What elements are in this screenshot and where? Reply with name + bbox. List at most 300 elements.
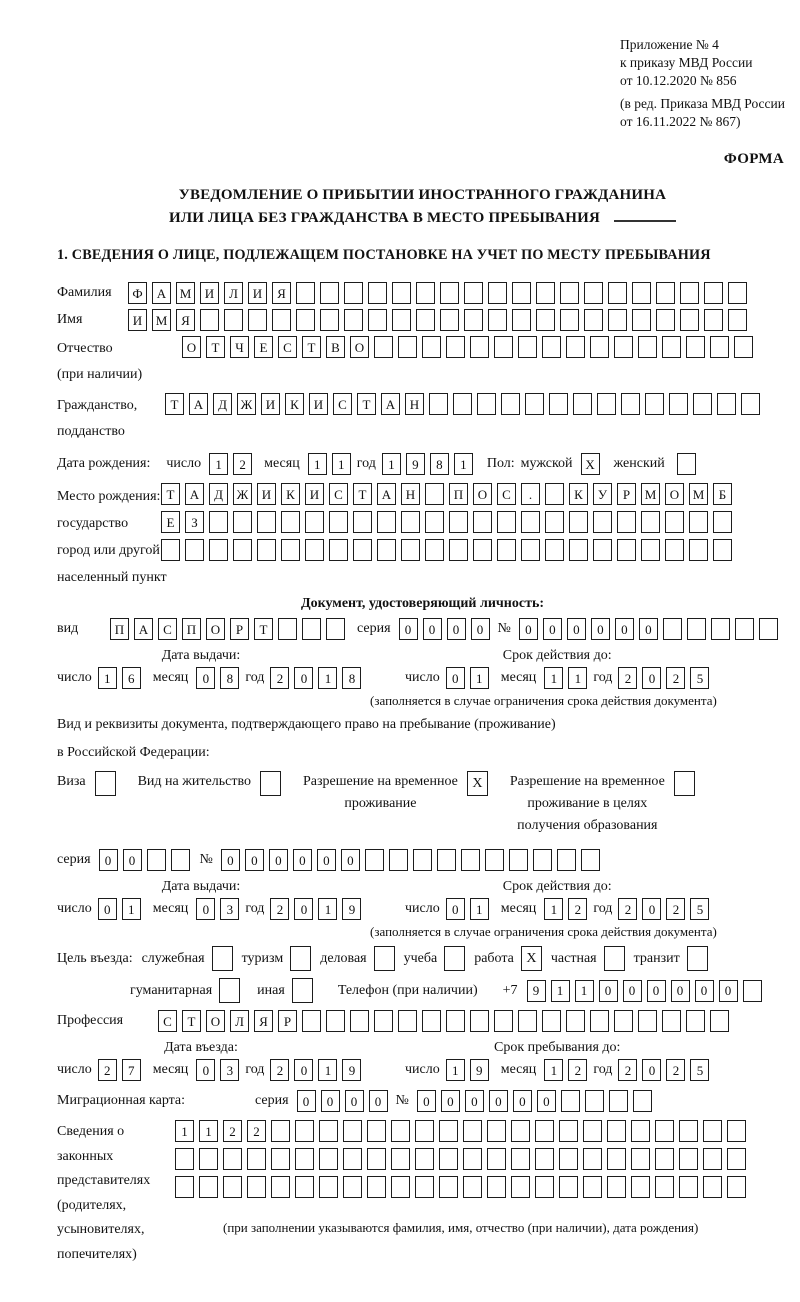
char-cell [350,1010,369,1032]
gender-male-checkbox [581,453,600,475]
purpose-row-1 [57,946,788,971]
char-cell: 2 [270,1059,289,1081]
char-cell: 2 [270,898,289,920]
char-cell: 3 [220,1059,239,1081]
char-cell: С [278,336,297,358]
birth-year-label: год [356,456,376,471]
char-cell: 0 [196,1059,215,1081]
identity-expiry-heading: Срок действия до: [502,648,612,663]
char-cell: 9 [342,898,361,920]
purpose-other-checkbox [292,978,313,1003]
char-cell [272,309,291,331]
identity-doc-heading: Документ, удостоверяющий личность: [300,596,545,611]
char-cell [470,1010,489,1032]
migration-card-row [57,1090,788,1112]
char-cell [344,282,363,304]
char-cell [741,393,760,415]
identity-doc-dates [57,648,788,689]
char-cell [614,336,633,358]
residence-permit-label: Вид на жительство [137,774,251,789]
char-cell: Л [224,282,243,304]
identity-expiry-note: (заполняется в случае ограничения срока действия документа) [370,693,717,708]
purpose-study-label: учеба [403,950,438,966]
purpose-tourism-checkbox [290,946,311,971]
char-cell [734,336,753,358]
purpose-option-private [551,946,625,971]
char-cell [248,309,267,331]
char-cell: Б [713,483,732,505]
char-cell [727,1120,746,1142]
char-cell [295,1148,314,1170]
char-cell [609,1090,628,1112]
char-cell: 0 [642,898,661,920]
char-cell [415,1120,434,1142]
patronymic-label-1: Отчество [57,341,113,356]
char-cell [607,1176,626,1198]
temp-permit-label-2: проживание [344,796,417,811]
char-cell [680,309,699,331]
char-cell: 1 [544,898,563,920]
char-cell [271,1120,290,1142]
char-cell [485,849,504,871]
char-cell [422,1010,441,1032]
char-cell [525,393,544,415]
char-cell [374,1010,393,1032]
residence-expiry-day-cells [446,898,489,920]
issue-month-cells [196,667,239,689]
residence-expiry-month-cells [544,898,587,920]
title-blank-line [614,206,676,222]
char-cell: 0 [591,618,610,640]
char-cell: Е [161,511,180,533]
char-cell [464,309,483,331]
purpose-business-label: служебная [141,950,205,966]
char-cell [704,309,723,331]
char-cell [413,849,432,871]
header-line-3: от 10.12.2020 № 856 [620,73,737,88]
char-cell: 0 [513,1090,532,1112]
char-cell: Я [176,309,195,331]
residence-expiry-month-label: месяц [500,901,537,916]
profession-cells [158,1010,729,1032]
char-cell [669,393,688,415]
residence-issue-row [57,898,405,920]
char-cell [473,539,492,561]
char-cell [655,1120,674,1142]
char-cell: . [521,483,540,505]
char-cell [593,539,612,561]
char-cell: Т [206,336,225,358]
char-cell: О [473,483,492,505]
char-cell [477,393,496,415]
char-cell: К [285,393,304,415]
char-cell: 0 [196,898,215,920]
char-cell [368,282,387,304]
char-cell [713,539,732,561]
char-cell [175,1148,194,1170]
char-cell [392,282,411,304]
birth-year-cells [382,453,473,475]
purpose-humanitarian-checkbox [219,978,240,1003]
char-cell: 0 [369,1090,388,1112]
residence-series-cells [99,849,190,871]
char-cell [560,282,579,304]
char-cell: О [350,336,369,358]
purpose-private-label: частная [550,950,597,966]
migration-number-label: № [395,1093,409,1108]
char-cell [233,539,252,561]
phone-prefix: +7 [502,982,518,998]
char-cell: 7 [122,1059,141,1081]
char-cell [329,539,348,561]
char-cell [581,849,600,871]
char-cell [389,849,408,871]
purpose-commercial-label: деловая [320,950,367,966]
birth-month-cells [308,453,351,475]
char-cell [374,946,395,971]
char-cell [440,309,459,331]
char-cell [302,1010,321,1032]
char-cell: Т [353,483,372,505]
birth-place-row-2 [161,511,732,533]
char-cell [488,309,507,331]
char-cell [487,1176,506,1198]
char-cell [687,946,708,971]
char-cell: 1 [470,667,489,689]
char-cell: 0 [269,849,288,871]
expiry-month-label: месяц [500,670,537,685]
char-cell: Т [165,393,184,415]
char-cell: П [110,618,129,640]
char-cell [607,1120,626,1142]
char-cell [449,539,468,561]
char-cell: 0 [293,849,312,871]
char-cell [199,1148,218,1170]
char-cell: Т [182,1010,201,1032]
char-cell [223,1148,242,1170]
char-cell: 0 [543,618,562,640]
purpose-business-checkbox [212,946,233,971]
char-cell: М [641,483,660,505]
char-cell [656,309,675,331]
identity-expiry-col [405,648,709,689]
birth-place-row-1 [161,483,732,505]
char-cell: 1 [551,980,570,1002]
char-cell: 1 [318,1059,337,1081]
char-cell: 0 [417,1090,436,1112]
char-cell [501,393,520,415]
representatives-label [57,1120,175,1267]
char-cell [542,1010,561,1032]
purpose-option-humanitarian [130,978,240,1003]
page-title [57,184,788,229]
representatives-label-5: усыновителях, [57,1222,145,1237]
temp-permit-option [303,771,488,815]
char-cell [509,849,528,871]
residence-doc-series-row [57,849,788,871]
phone-cells [527,980,762,1002]
char-cell: О [665,483,684,505]
issue-year-label: год [245,670,265,685]
char-cell: С [158,1010,177,1032]
purpose-private-checkbox [604,946,625,971]
residence-expiry-year-cells [618,898,709,920]
char-cell [632,282,651,304]
char-cell: 1 [575,980,594,1002]
char-cell [257,511,276,533]
representatives-label-3: представителях [57,1173,151,1188]
char-cell [597,393,616,415]
temp-permit-label [303,771,458,815]
char-cell [391,1148,410,1170]
char-cell [392,309,411,331]
char-cell: А [134,618,153,640]
char-cell [710,336,729,358]
char-cell [296,282,315,304]
char-cell [687,618,706,640]
char-cell [704,282,723,304]
char-cell [494,336,513,358]
representatives-row-2 [175,1148,746,1170]
birth-day-label: число [166,456,202,471]
char-cell [566,336,585,358]
char-cell [343,1120,362,1142]
char-cell [444,946,465,971]
char-cell [566,1010,585,1032]
char-cell [463,1176,482,1198]
char-cell [368,309,387,331]
char-cell: 0 [294,1059,313,1081]
name-cells [128,309,747,331]
edu-permit-label [510,771,665,837]
char-cell [175,1176,194,1198]
char-cell [604,946,625,971]
char-cell [281,511,300,533]
residence-issue-month-label: месяц [152,901,189,916]
char-cell: 0 [321,1090,340,1112]
char-cell [584,309,603,331]
char-cell: П [182,618,201,640]
char-cell [614,1010,633,1032]
stay-year-label: год [593,1062,613,1077]
entry-day-cells [98,1059,141,1081]
visa-checkbox [95,771,116,796]
char-cell: 0 [519,618,538,640]
char-cell [521,539,540,561]
char-cell [632,309,651,331]
char-cell [161,539,180,561]
char-cell: X [581,453,600,475]
char-cell [374,336,393,358]
doc-number-cells [519,618,778,640]
char-cell: З [185,511,204,533]
char-cell [463,1120,482,1142]
char-cell [621,393,640,415]
birth-day-cells [209,453,252,475]
char-cell: 0 [695,980,714,1002]
char-cell: 1 [318,667,337,689]
char-cell: 2 [247,1120,266,1142]
char-cell: О [182,336,201,358]
char-cell [557,849,576,871]
expiry-year-cells [618,667,709,689]
identity-issue-row [57,667,405,689]
citizenship-row [57,393,788,445]
char-cell: Ж [237,393,256,415]
char-cell [590,1010,609,1032]
char-cell [219,978,240,1003]
char-cell: 2 [618,898,637,920]
stay-day-label: число [405,1062,440,1077]
residence-doc-intro-2: в Российской Федерации: [57,745,210,760]
char-cell: 2 [666,898,685,920]
char-cell: И [248,282,267,304]
purpose-humanitarian-label: гуманитарная [130,982,213,998]
char-cell: Р [230,618,249,640]
entry-date-row [57,1059,405,1081]
char-cell: Ф [128,282,147,304]
char-cell [260,771,281,796]
temp-permit-label-1: Разрешение на временное [302,774,458,789]
char-cell [535,1148,554,1170]
char-cell [247,1148,266,1170]
char-cell: Я [272,282,291,304]
char-cell [257,539,276,561]
char-cell [329,511,348,533]
char-cell: 1 [332,453,351,475]
gender-label: Пол: [486,456,515,471]
char-cell [326,618,345,640]
char-cell: 0 [671,980,690,1002]
temp-permit-checkbox [467,771,488,796]
char-cell [545,539,564,561]
char-cell: 6 [122,667,141,689]
residence-permit-option [138,771,281,796]
char-cell: 0 [537,1090,556,1112]
char-cell [391,1120,410,1142]
char-cell: 2 [233,453,252,475]
char-cell: Я [254,1010,273,1032]
char-cell: 0 [647,980,666,1002]
birth-place-label-3: город или другой [57,543,160,558]
char-cell: 5 [690,1059,709,1081]
char-cell [305,511,324,533]
char-cell [645,393,664,415]
birth-place-row-3 [161,539,732,561]
char-cell: Т [357,393,376,415]
char-cell: 9 [470,1059,489,1081]
char-cell [415,1148,434,1170]
char-cell: 1 [318,898,337,920]
patronymic-label-2: (при наличии) [57,367,143,382]
char-cell: Л [230,1010,249,1032]
char-cell: 1 [98,667,117,689]
char-cell [679,1148,698,1170]
title-line-2 [57,206,788,229]
char-cell [641,511,660,533]
char-cell: И [309,393,328,415]
edu-permit-option [510,771,695,837]
char-cell [343,1148,362,1170]
char-cell [343,1176,362,1198]
char-cell [665,511,684,533]
surname-cells [128,282,747,304]
residence-issue-heading: Дата выдачи: [161,879,241,894]
issue-day-cells [98,667,141,689]
char-cell: 0 [465,1090,484,1112]
char-cell [511,1176,530,1198]
char-cell [425,483,444,505]
char-cell: 0 [294,667,313,689]
residence-expiry-heading: Срок действия до: [502,879,612,894]
char-cell: Т [161,483,180,505]
residence-issue-month-cells [196,898,239,920]
char-cell [271,1148,290,1170]
entry-date-heading: Дата въезда: [164,1040,238,1055]
residence-issue-day-label: число [57,901,92,916]
char-cell [559,1176,578,1198]
char-cell [735,618,754,640]
surname-label: Фамилия [57,285,112,300]
purpose-transit-checkbox [687,946,708,971]
char-cell: 0 [341,849,360,871]
char-cell [727,1176,746,1198]
char-cell [439,1148,458,1170]
migration-card-label: Миграционная карта: [57,1093,186,1108]
char-cell: 0 [642,1059,661,1081]
char-cell [429,393,448,415]
char-cell: Е [254,336,273,358]
char-cell [440,282,459,304]
char-cell: К [569,483,588,505]
gender-male-label: мужской [520,456,573,471]
entry-month-cells [196,1059,239,1081]
profession-row [57,1010,788,1032]
char-cell [686,336,705,358]
char-cell: 1 [446,1059,465,1081]
char-cell [656,282,675,304]
char-cell [271,1176,290,1198]
char-cell: X [467,771,488,796]
header-line-5: от 16.11.2022 № 867) [620,114,741,129]
stay-month-label: месяц [500,1062,537,1077]
char-cell: 1 [308,453,327,475]
residence-expiry-note: (заполняется в случае ограничения срока действия документа) [370,924,717,939]
char-cell: С [329,483,348,505]
char-cell [290,946,311,971]
char-cell: У [593,483,612,505]
char-cell: М [689,483,708,505]
char-cell: А [189,393,208,415]
char-cell: Н [401,483,420,505]
char-cell [569,511,588,533]
residence-number-cells [221,849,600,871]
char-cell [367,1176,386,1198]
purpose-commercial-checkbox [374,946,395,971]
entry-day-label: число [57,1062,92,1077]
doc-type-cells [110,618,345,640]
char-cell: А [377,483,396,505]
representatives-label-6: попечителях) [57,1246,137,1262]
char-cell: 0 [294,898,313,920]
char-cell [487,1148,506,1170]
char-cell: 0 [599,980,618,1002]
char-cell: П [449,483,468,505]
representatives-block [57,1120,788,1267]
visa-label: Виза [57,774,86,789]
char-cell: 5 [690,898,709,920]
char-cell [703,1120,722,1142]
